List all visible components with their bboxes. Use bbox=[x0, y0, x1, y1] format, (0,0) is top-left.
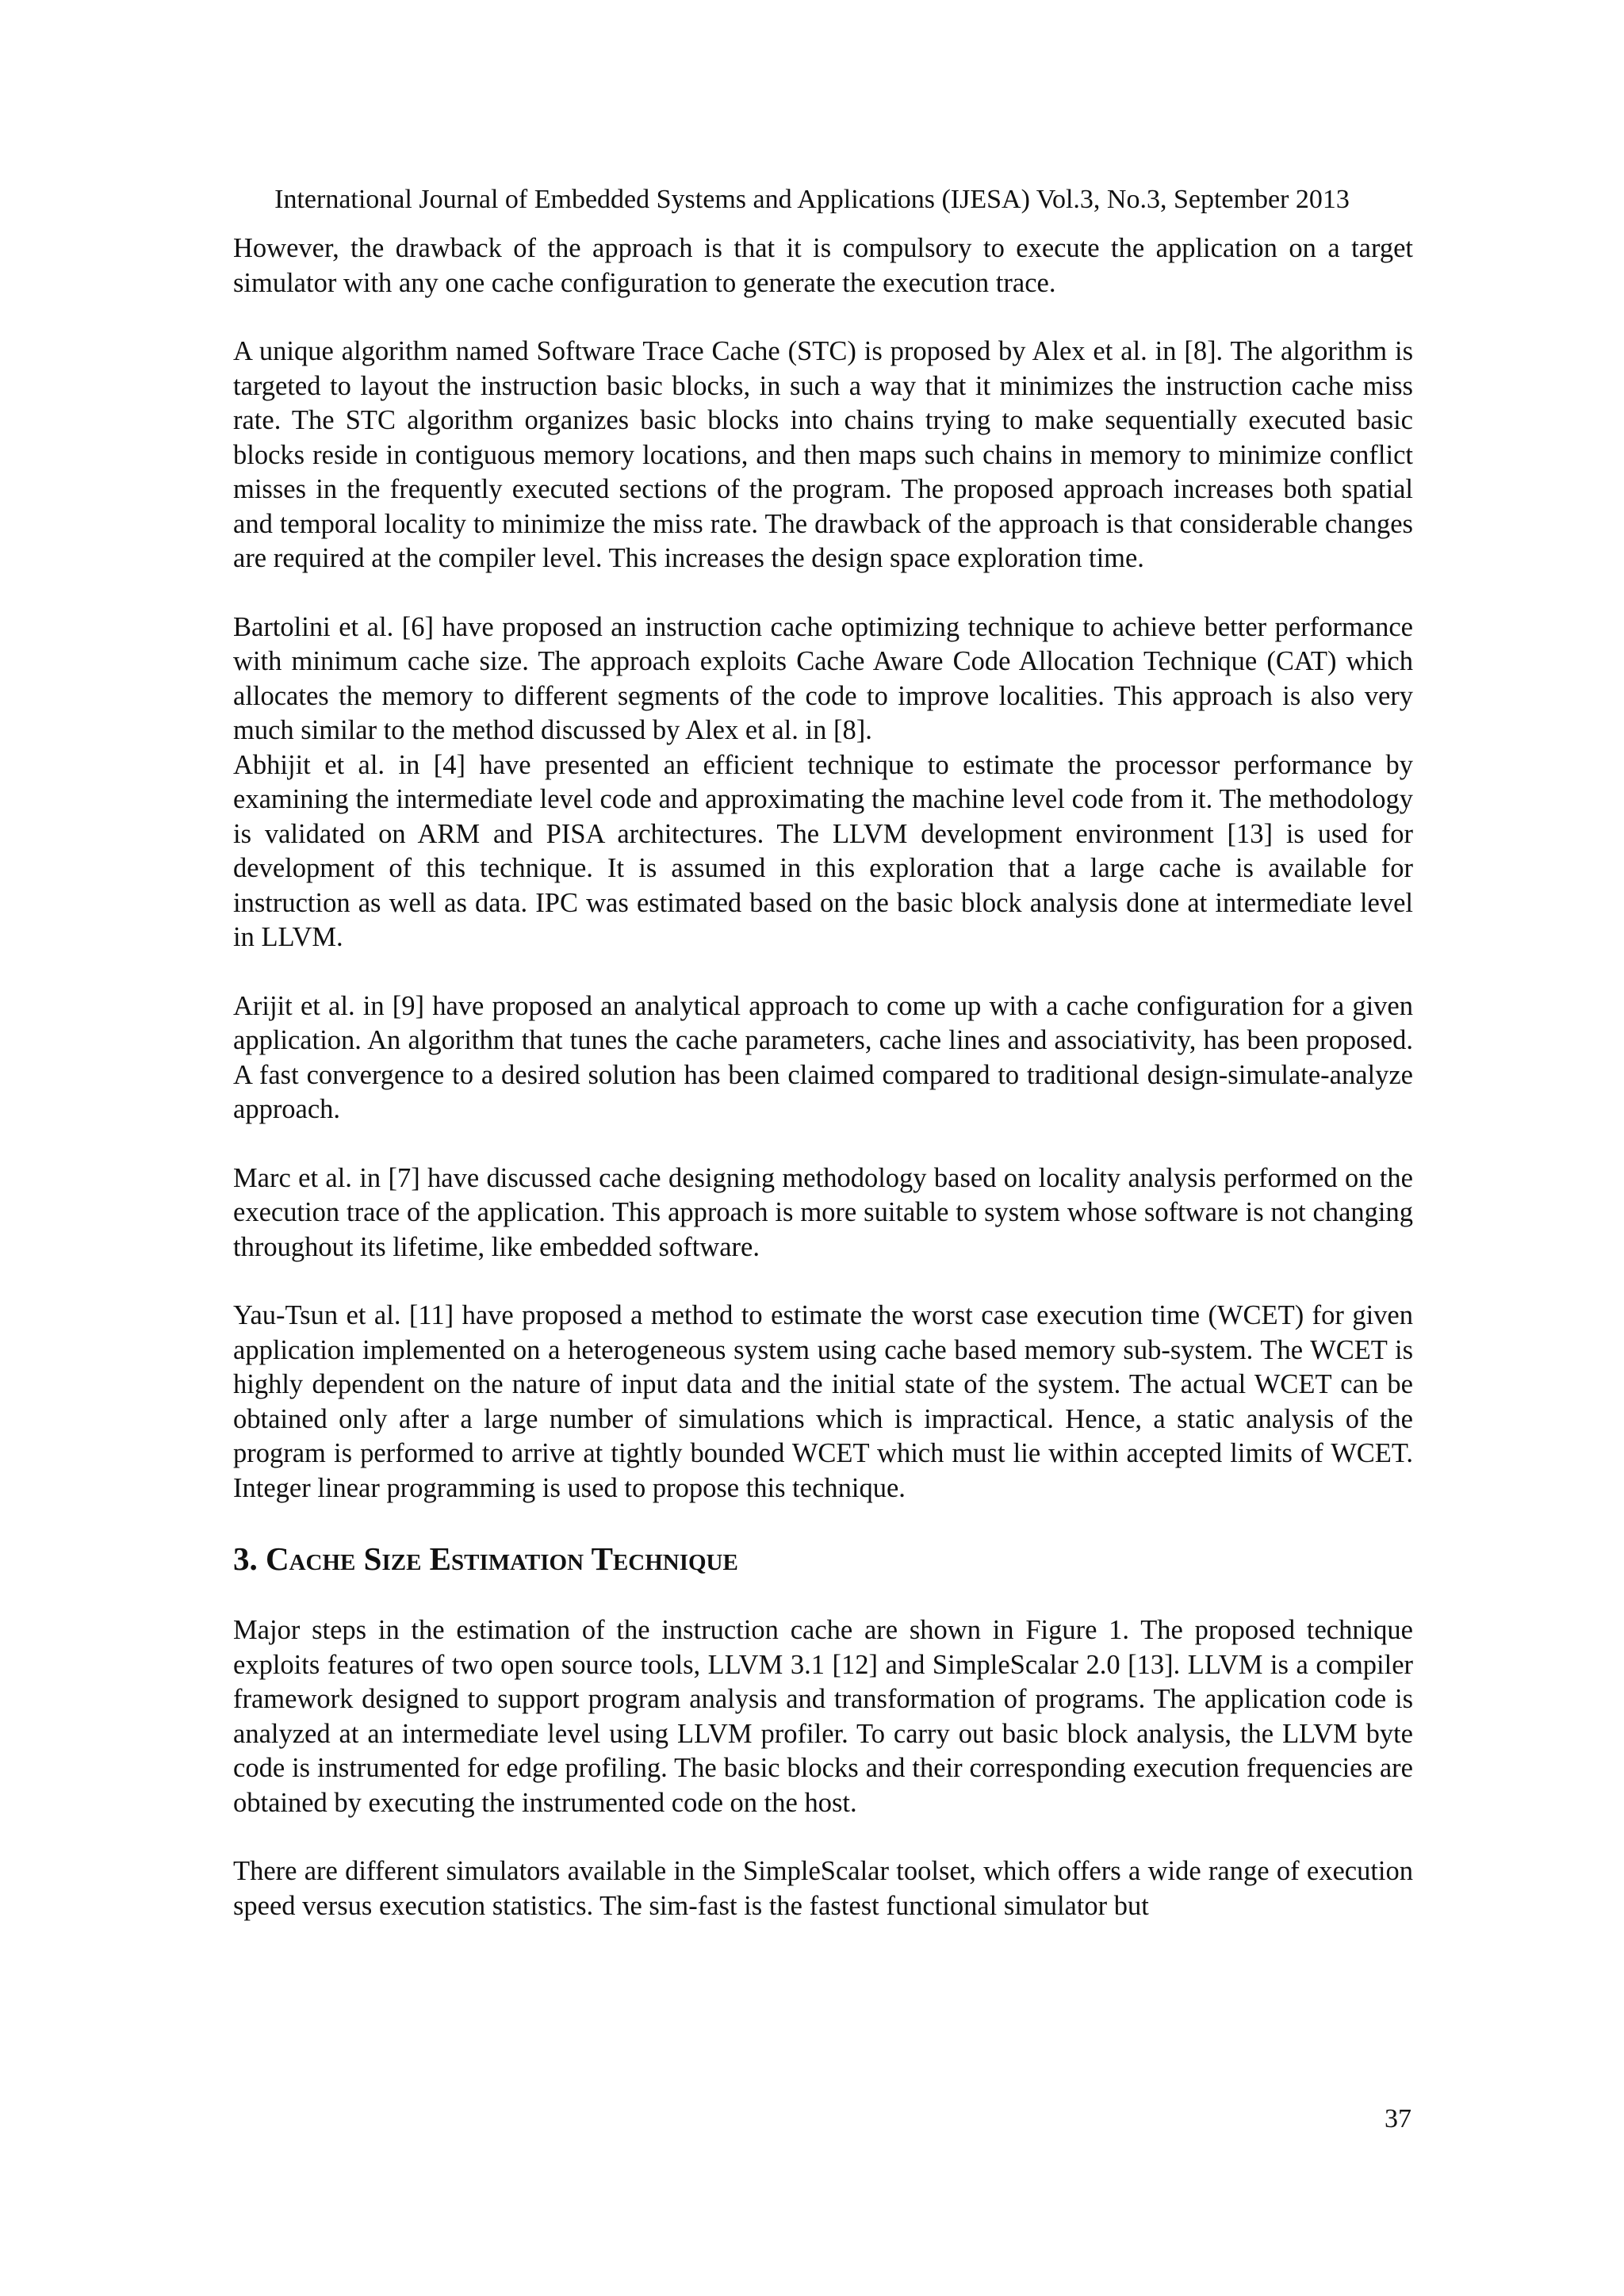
page-number: 37 bbox=[1385, 2104, 1411, 2133]
paragraph: Marc et al. in [7] have discussed cache designing methodology based on locality analysis performed on the execution trace of the application. This approach is more suitable to system whose software is not changing throughout its lifetime, like embedded software. bbox=[233, 1162, 1413, 1262]
body-text bbox=[233, 232, 1413, 1957]
paragraph: A unique algorithm named Software Trace Cache (STC) is proposed by Alex et al. in [8]. The algorithm is targeted to layout the instruction basic blocks, in such a way that it minimizes the instruction cache miss rate. The STC algorithm organizes basic blocks into chains trying to make sequentially executed basic blocks reside in contiguous memory locations, and then maps such chains in memory to minimize conflict misses in the frequently executed sections of the program. The proposed approach increases both spatial and temporal locality to minimize the miss rate. The drawback of the approach is that considerable changes are required at the compiler level. This increases the design space exploration time. bbox=[233, 336, 1413, 573]
paragraph: Major steps in the estimation of the instruction cache are shown in Figure 1. The proposed technique exploits features of two open source tools, LLVM 3.1 [12] and SimpleScalar 2.0 [13]. LLVM is a compiler framework designed to support program analysis and transformation of programs. The application code is analyzed at an intermediate level using LLVM profiler. To carry out basic block analysis, the LLVM byte code is instrumented for edge profiling. The basic blocks and their corresponding execution frequencies are obtained by executing the instrumented code on the host. bbox=[233, 1615, 1413, 1818]
section-heading: 3. Cache Size Estimation Technique bbox=[233, 1540, 738, 1577]
paragraph: There are different simulators available in the SimpleScalar toolset, which offers a wide range of execution speed versus execution statistics. The sim-fast is the fastest functional simulator but bbox=[233, 1856, 1413, 1921]
paragraph: Arijit et al. in [9] have proposed an analytical approach to come up with a cache configuration for a given application. An algorithm that tunes the cache parameters, cache lines and associativity, has been proposed. A fast convergence to a desired solution has been claimed compared to traditional design-simulate-analyze approach. bbox=[233, 990, 1413, 1124]
paragraph: However, the drawback of the approach is that it is compulsory to execute the application on a target simulator with any one cache configuration to generate the execution trace. bbox=[233, 233, 1413, 298]
paragraph: Abhijit et al. in [4] have presented an efficient technique to estimate the processor performance by examining the intermediate level code and approximating the machine level code from it. The methodology is validated on ARM and PISA architectures. The LLVM development environment [13] is used for development of this technique. It is assumed in this exploration that a large cache is available for instruction as well as data. IPC was estimated based on the basic block analysis done at intermediate level in LLVM. bbox=[233, 749, 1413, 952]
paragraph: Yau-Tsun et al. [11] have proposed a method to estimate the worst case execution time (WCET) for given application implemented on a heterogeneous system using cache based memory sub-system. The WCET is highly dependent on the nature of input data and the initial state of the system. The actual WCET can be obtained only after a large number of simulations which is impractical. Hence, a static analysis of the program is performed to arrive at tightly bounded WCET which must lie within accepted limits of WCET. Integer linear programming is used to propose this technique. bbox=[233, 1300, 1413, 1503]
paragraph: Bartolini et al. [6] have proposed an instruction cache optimizing technique to achieve better performance with minimum cache size. The approach exploits Cache Aware Code Allocation Technique (CAT) which allocates the memory to different segments of the code to improve localities. This approach is also very much similar to the method discussed by Alex et al. in [8]. bbox=[233, 611, 1413, 745]
running-header: International Journal of Embedded Systems and Applications (IJESA) Vol.3, No.3, September 2013 bbox=[274, 185, 1350, 214]
